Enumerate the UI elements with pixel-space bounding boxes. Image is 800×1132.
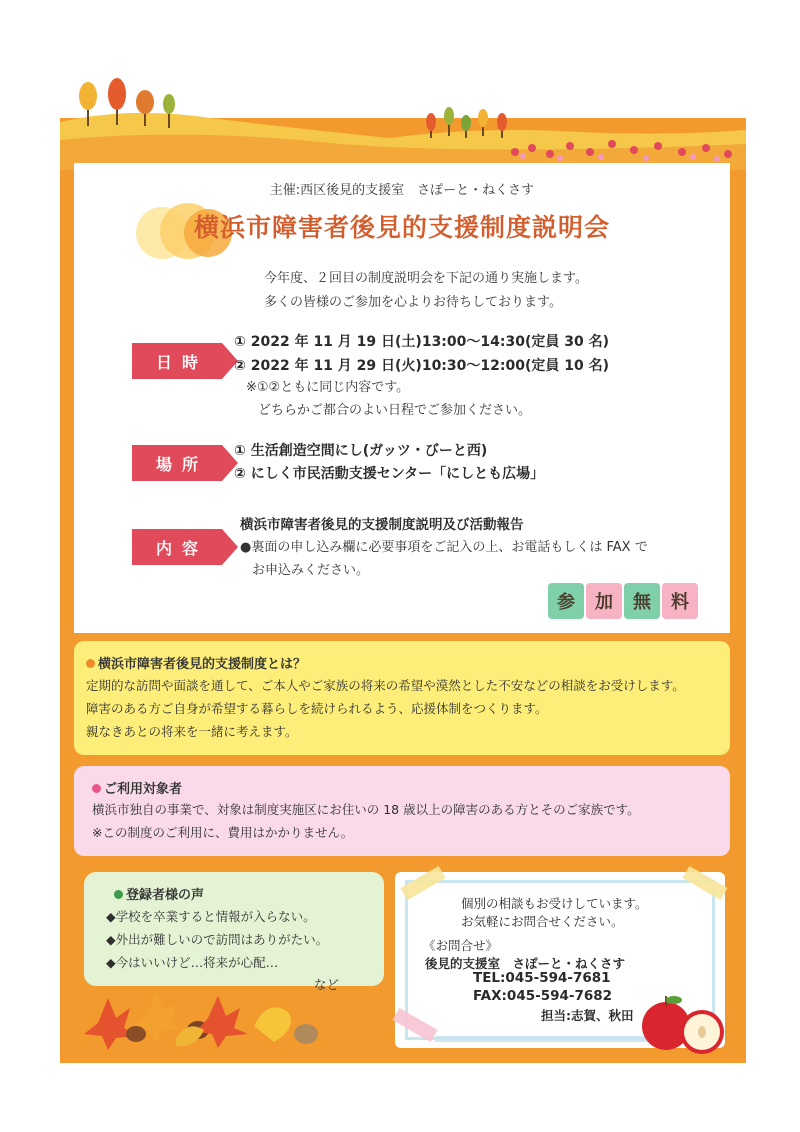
venue-tag: 場所 bbox=[132, 445, 222, 481]
contact-tel: TEL:045-594-7681 bbox=[473, 970, 611, 986]
about-line-3: 親なきあとの将来を一緒に考えます。 bbox=[86, 724, 298, 739]
eligibility-heading bbox=[92, 778, 182, 797]
content-tag: 内容 bbox=[132, 529, 222, 565]
schedule-item-1: ① 2022 年 11 月 19 日(土)13:00～14:30(定員 30 名) bbox=[234, 334, 609, 350]
venue-item-1: ① 生活創造空間にし(ガッツ・びーと西) bbox=[234, 443, 488, 459]
about-heading bbox=[86, 653, 306, 672]
free-badge-char: 無 bbox=[624, 583, 660, 619]
free-badge-char: 参 bbox=[548, 583, 584, 619]
free-admission-badge bbox=[548, 583, 698, 619]
page-title: 横浜市障害者後見的支援制度説明会 bbox=[194, 213, 611, 242]
apple-illustration bbox=[640, 986, 730, 1058]
voice-item: ◆今はいいけど…将来が心配… bbox=[106, 955, 279, 970]
bullet-dot-icon bbox=[92, 784, 101, 793]
intro-line: 今年度、２回目の制度説明会を下記の通り実施します。 bbox=[264, 271, 588, 286]
free-badge-char: 加 bbox=[586, 583, 622, 619]
intro-line: 多くの皆様のご参加を心よりお待ちしております。 bbox=[264, 295, 562, 310]
content-line-1: ●裏面の申し込み欄に必要事項をご記入の上、お電話もしくは FAX で bbox=[240, 540, 648, 555]
content-title: 横浜市障害者後見的支援制度説明及び活動報告 bbox=[240, 517, 524, 533]
stripe-decoration bbox=[435, 1036, 675, 1042]
about-section bbox=[74, 641, 730, 755]
voice-item: ◆外出が難しいので訪問はありがたい。 bbox=[106, 932, 329, 947]
contact-heading: 《お問合せ》 bbox=[423, 938, 499, 953]
schedule-note-2: どちらかご都合のよい日程でご参加ください。 bbox=[258, 403, 532, 418]
content-line-2: お申込みください。 bbox=[252, 563, 370, 578]
voices-heading-text: 登録者様の声 bbox=[126, 888, 205, 903]
about-line-1: 定期的な訪問や面談を通して、ご本人やご家族の将来の希望や漠然とした不安などの相談をお受けします。 bbox=[86, 678, 685, 693]
bullet-dot-icon bbox=[86, 659, 95, 668]
about-heading-text: 横浜市障害者後見的支援制度とは？ bbox=[98, 657, 307, 672]
eligibility-line-1: 横浜市独自の事業で、対象は制度実施区にお住いの 18 歳以上の障害のある方とそのご家族です。 bbox=[92, 802, 640, 817]
about-line-2: 障害のある方ご自身が希望する暮らしを続けられるよう、応援体制をつくります。 bbox=[86, 701, 548, 716]
eligibility-line-2: ※この制度のご利用に、費用はかかりません。 bbox=[92, 825, 354, 840]
contact-fax: FAX:045-594-7682 bbox=[473, 988, 613, 1004]
eligibility-section bbox=[74, 766, 730, 856]
voice-item: ◆学校を卒業すると情報が入らない。 bbox=[106, 909, 316, 924]
main-card bbox=[74, 163, 730, 633]
intro-text bbox=[264, 267, 588, 315]
contact-org: 後見的支援室 さぽーと・ねくさす bbox=[425, 956, 626, 971]
contact-line-1: 個別の相談もお受けしています。 bbox=[461, 896, 648, 911]
bullet-dot-icon bbox=[114, 890, 123, 899]
schedule-item-2: ② 2022 年 11 月 29 日(火)10:30～12:00(定員 10 名) bbox=[234, 358, 609, 374]
free-badge-char: 料 bbox=[662, 583, 698, 619]
autumn-hills-illustration bbox=[60, 60, 746, 170]
venue-item-2: ② にしく市民活動支援センター「にしとも広場」 bbox=[234, 466, 545, 482]
eligibility-heading-text: ご利用対象者 bbox=[104, 782, 183, 797]
schedule-note-1: ※①②ともに同じ内容です。 bbox=[246, 380, 410, 395]
autumn-leaves-illustration bbox=[78, 968, 328, 1053]
schedule-tag: 日時 bbox=[132, 343, 222, 379]
contact-staff: 担当:志賀、秋田 bbox=[541, 1008, 634, 1023]
organizer-label: 主催:西区後見的支援室 さぽーと・ねくさす bbox=[269, 183, 535, 198]
contact-line-2: お気軽にお問合せください。 bbox=[461, 914, 624, 929]
voices-etc: など bbox=[314, 977, 340, 992]
voices-heading bbox=[114, 884, 204, 903]
